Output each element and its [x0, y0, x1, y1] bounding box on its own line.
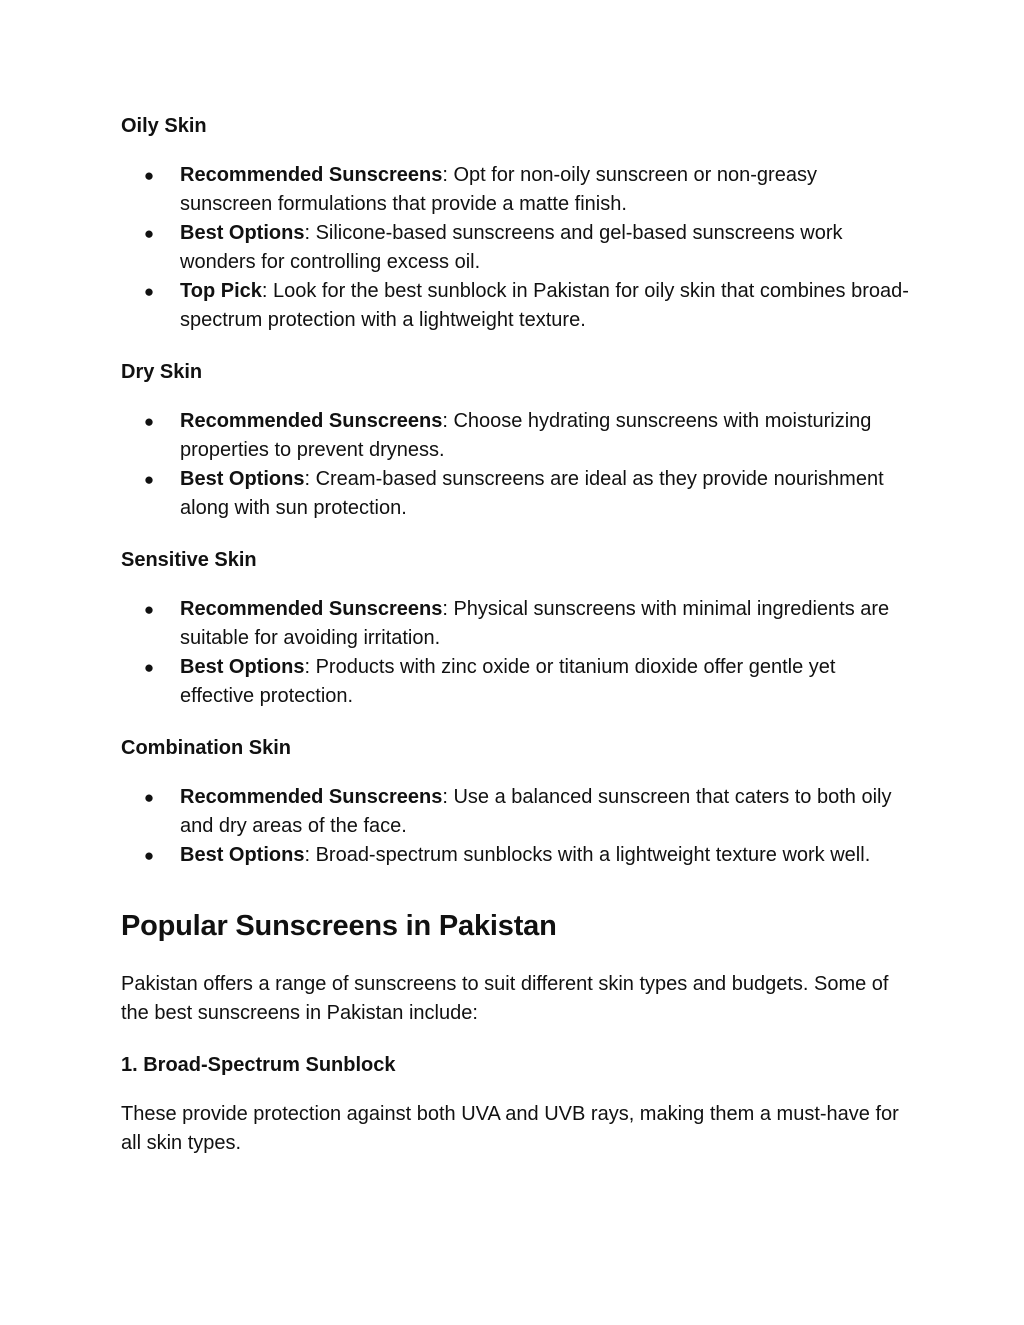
item-text: : Choose hydrating sunscreens with moisturizing properties to prevent dryness. — [180, 410, 872, 461]
item-key: Best Options — [180, 656, 305, 678]
item-key: Top Pick — [180, 280, 262, 302]
item-text: : Broad-spectrum sunblocks with a lightweight texture work well. — [304, 844, 871, 866]
bullet-icon: ● — [143, 224, 155, 243]
list-item — [121, 841, 911, 870]
item-key: Best Options — [180, 222, 305, 244]
bullet-icon: ● — [143, 412, 155, 431]
list-item — [121, 465, 911, 523]
popular-intro-paragraph: Pakistan offers a range of sunscreens to suit different skin types and budgets. Some of the best sunscreens in Pakistan include: — [121, 973, 889, 1024]
section-heading-sensitive-skin: Sensitive Skin — [121, 549, 257, 571]
broad-spectrum-paragraph: These provide protection against both UVA and UVB rays, making them a must-have for all skin types. — [121, 1103, 899, 1154]
item-text: : Use a balanced sunscreen that caters to both oily and dry areas of the face. — [180, 786, 892, 837]
item-text: : Silicone-based sunscreens and gel-based sunscreens work wonders for controlling excess oil. — [180, 222, 843, 273]
bullet-icon: ● — [143, 846, 155, 865]
section-heading-oily-skin: Oily Skin — [121, 115, 207, 137]
broad-spectrum-heading: 1. Broad-Spectrum Sunblock — [121, 1054, 396, 1076]
item-text: : Look for the best sunblock in Pakistan for oily skin that combines broad-spectrum protection with a lightweight texture. — [180, 280, 909, 331]
item-key: Recommended Sunscreens — [180, 786, 443, 808]
bullet-icon: ● — [143, 600, 155, 619]
item-text: : Physical sunscreens with minimal ingredients are suitable for avoiding irritation. — [180, 598, 890, 649]
list-item — [121, 653, 911, 711]
bullet-icon: ● — [143, 166, 155, 185]
section-heading-combination-skin: Combination Skin — [121, 737, 291, 759]
dry-skin-list — [121, 407, 911, 523]
list-item — [121, 595, 911, 653]
sensitive-skin-list — [121, 595, 911, 711]
section-heading-dry-skin: Dry Skin — [121, 361, 203, 383]
oily-skin-list — [121, 161, 911, 335]
combination-skin-list — [121, 783, 911, 870]
item-key: Best Options — [180, 844, 305, 866]
item-key: Recommended Sunscreens — [180, 164, 443, 186]
item-text: : Cream-based sunscreens are ideal as they provide nourishment along with sun protection. — [180, 468, 884, 519]
list-item — [121, 783, 911, 841]
item-key: Recommended Sunscreens — [180, 598, 443, 620]
item-text: : Opt for non-oily sunscreen or non-greasy sunscreen formulations that provide a matte finish. — [180, 164, 817, 215]
bullet-icon: ● — [143, 658, 155, 677]
bullet-icon: ● — [143, 282, 155, 301]
list-item — [121, 407, 911, 465]
document-page — [121, 112, 911, 1158]
bullet-icon: ● — [143, 788, 155, 807]
item-text: : Products with zinc oxide or titanium dioxide offer gentle yet effective protection. — [180, 656, 836, 707]
item-key: Recommended Sunscreens — [180, 410, 443, 432]
item-key: Best Options — [180, 468, 305, 490]
list-item — [121, 277, 911, 335]
popular-sunscreens-heading: Popular Sunscreens in Pakistan — [121, 910, 557, 942]
list-item — [121, 161, 911, 219]
list-item — [121, 219, 911, 277]
bullet-icon: ● — [143, 470, 155, 489]
